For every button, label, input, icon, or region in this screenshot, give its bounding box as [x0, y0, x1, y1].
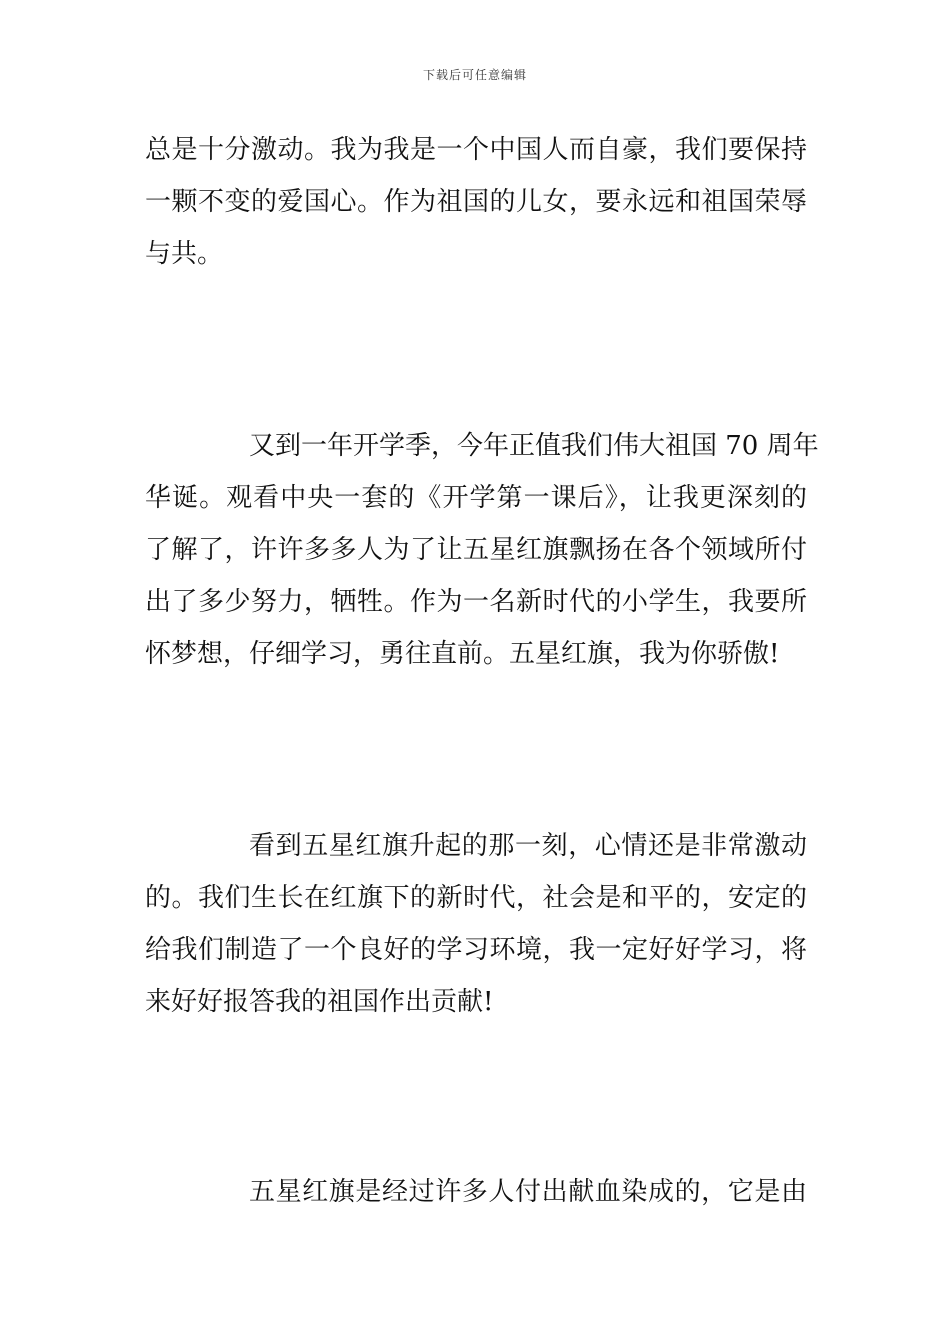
page-header: 下载后可任意编辑: [422, 68, 527, 82]
paragraph-line: 给我们制造了一个良好的学习环境，我一定好好学习，将: [145, 935, 807, 965]
paragraph-line: 又到一年开学季，今年正值我们伟大祖国 70 周年: [249, 431, 819, 461]
paragraph-line: 的。我们生长在红旗下的新时代，社会是和平的，安定的: [145, 883, 807, 913]
paragraph-line: 华诞。观看中央一套的《开学第一课后》，让我更深刻的: [145, 483, 807, 513]
paragraph-1: [145, 124, 807, 280]
paragraph-line: 一颗不变的爱国心。作为祖国的儿女，要永远和祖国荣辱: [145, 187, 807, 217]
paragraph-line: 五星红旗是经过许多人付出献血染成的，它是由: [249, 1177, 807, 1207]
paragraph-line: 出了多少努力，牺牲。作为一名新时代的小学生，我要所: [145, 587, 807, 617]
paragraph-4: [145, 1166, 807, 1218]
paragraph-line: 来好好报答我的祖国作出贡献!: [145, 987, 494, 1017]
paragraph-2: [145, 420, 819, 680]
paragraph-3: [145, 820, 807, 1028]
paragraph-line: 了解了，许许多多人为了让五星红旗飘扬在各个领域所付: [145, 535, 807, 565]
paragraph-line: 怀梦想，仔细学习，勇往直前。五星红旗，我为你骄傲!: [145, 639, 780, 669]
paragraph-line: 与共。: [145, 239, 224, 269]
paragraph-line: 总是十分激动。我为我是一个中国人而自豪，我们要保持: [145, 135, 807, 165]
paragraph-line: 看到五星红旗升起的那一刻，心情还是非常激动: [249, 831, 807, 861]
